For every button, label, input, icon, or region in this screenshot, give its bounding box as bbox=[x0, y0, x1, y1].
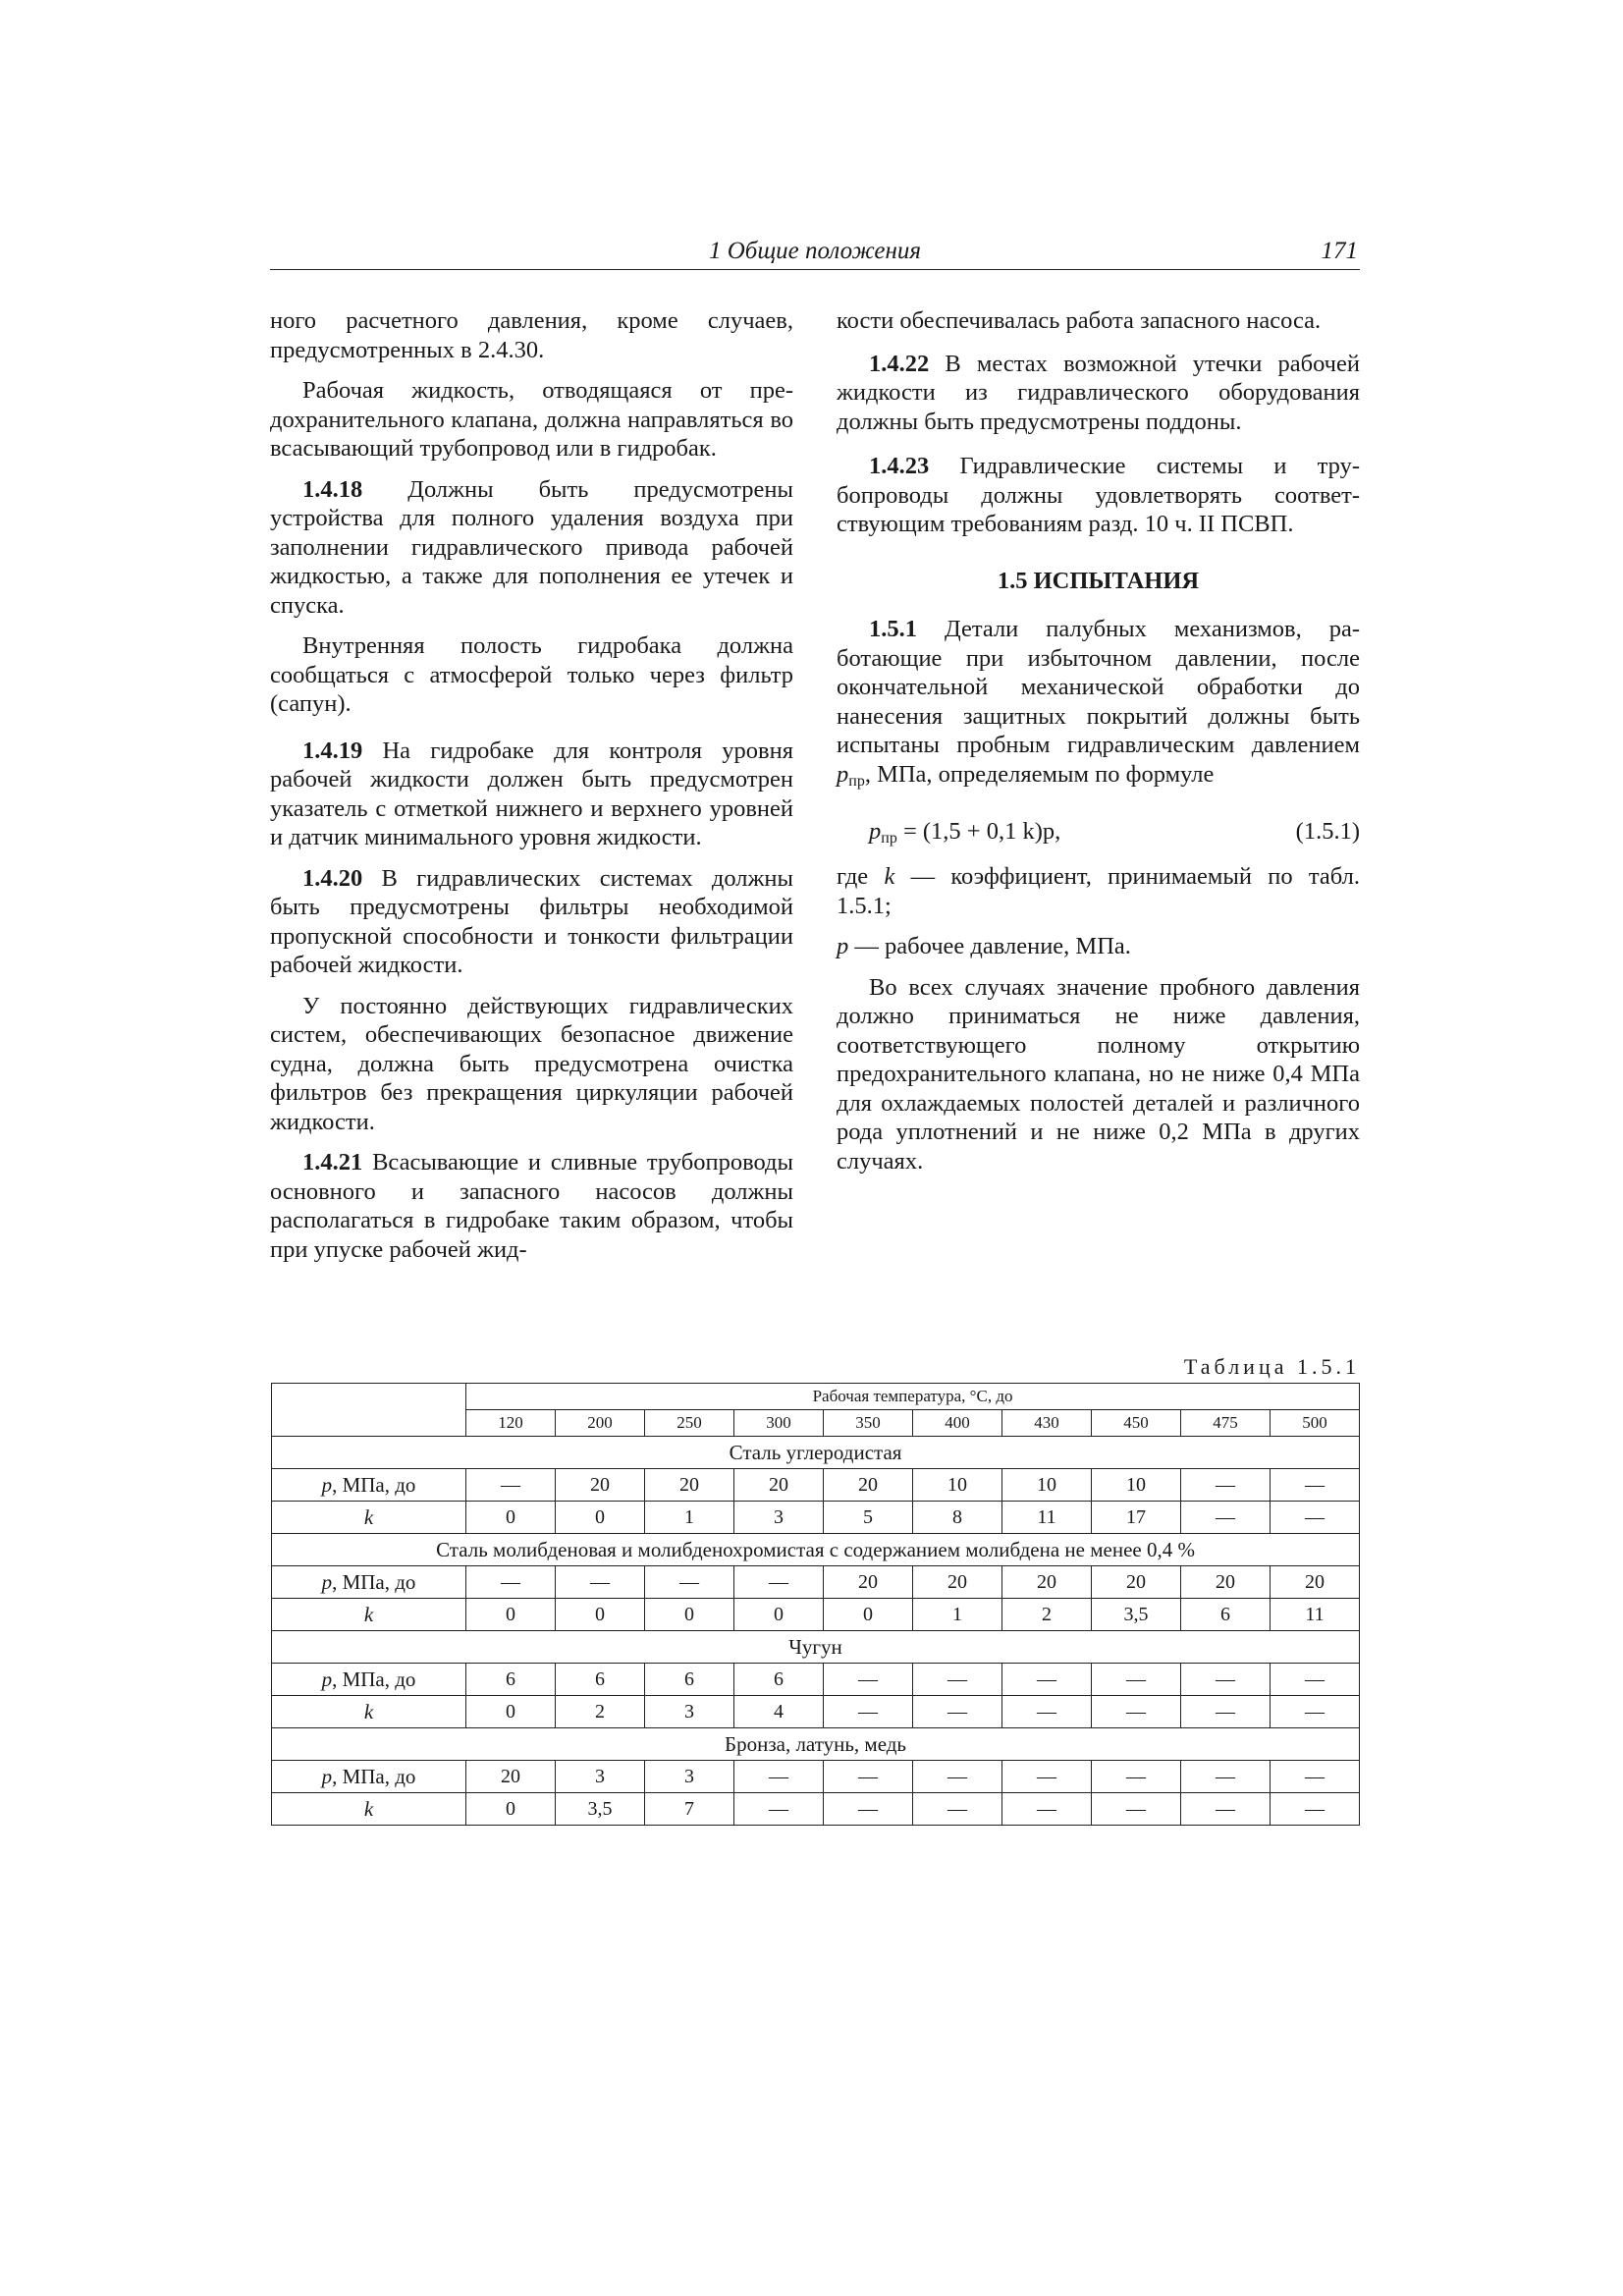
coefficient-cell: — bbox=[1271, 1696, 1360, 1728]
coefficient-cell: 0 bbox=[645, 1599, 734, 1631]
pressure-cell: 20 bbox=[645, 1469, 734, 1502]
table-group-row bbox=[272, 1534, 1360, 1566]
coefficient-cell: 6 bbox=[1181, 1599, 1271, 1631]
pressure-cell: 20 bbox=[824, 1566, 913, 1599]
row-label-pressure: p, МПа, до bbox=[272, 1469, 466, 1502]
pressure-cell: 20 bbox=[1092, 1566, 1181, 1599]
coefficient-cell: 1 bbox=[645, 1502, 734, 1534]
pressure-cell: 3 bbox=[645, 1761, 734, 1793]
temperature-cell: 475 bbox=[1181, 1410, 1271, 1437]
pressure-cell: 20 bbox=[1002, 1566, 1092, 1599]
coefficient-cell: 11 bbox=[1271, 1599, 1360, 1631]
pressure-cell: — bbox=[1181, 1469, 1271, 1502]
temperature-cell: 430 bbox=[1002, 1410, 1092, 1437]
pressure-cell: 20 bbox=[734, 1469, 824, 1502]
coefficient-cell: 11 bbox=[1002, 1502, 1092, 1534]
temperature-cell: 350 bbox=[824, 1410, 913, 1437]
pressure-cell: — bbox=[645, 1566, 734, 1599]
table-row bbox=[272, 1664, 1360, 1696]
coefficient-cell: 3 bbox=[645, 1696, 734, 1728]
page-number: 171 bbox=[1321, 238, 1358, 264]
section-title: 1 Общие положения bbox=[708, 238, 922, 264]
temperature-cell: 250 bbox=[645, 1410, 734, 1437]
table-row bbox=[272, 1599, 1360, 1631]
row-label-k: k bbox=[272, 1696, 466, 1728]
coefficient-cell: 3 bbox=[734, 1502, 824, 1534]
table-row bbox=[272, 1696, 1360, 1728]
row-label-pressure: p, МПа, до bbox=[272, 1566, 466, 1599]
coefficient-cell: — bbox=[734, 1793, 824, 1826]
coefficient-cell: 7 bbox=[645, 1793, 734, 1826]
pressure-cell: — bbox=[556, 1566, 645, 1599]
coefficient-cell: 0 bbox=[824, 1599, 913, 1631]
table-row bbox=[272, 1793, 1360, 1826]
left-column bbox=[270, 306, 793, 1276]
paragraph: 1.5.1 Детали палубных механизмов, работающие при избыточном давлении, после окончательной механической обработки до нанесения защитных покрытий должны быть испытаны пробным гидравлическим давлением $p_{пр}$, МПа, определяемым по формуле bbox=[837, 616, 1360, 790]
coefficient-cell: — bbox=[824, 1793, 913, 1826]
clause-number: 1.4.18 bbox=[302, 475, 363, 503]
material-group-title: Сталь молибденовая и молибденохромистая с содержанием молибдена не менее 0,4 % bbox=[272, 1534, 1360, 1566]
paragraph: 1.4.22 В местах возможной утечки рабочей жидкости из гидравлического оборудования должны быть предусмотрены поддоны. bbox=[837, 350, 1360, 435]
coefficient-cell: — bbox=[1002, 1793, 1092, 1826]
paragraph: 1.4.21 Всасывающие и сливные трубопроводы основного и запасного насосов должны располагаться в гидробаке таким образом, чтобы при упуске рабочей жид- bbox=[270, 1149, 793, 1263]
coefficient-cell: 0 bbox=[556, 1599, 645, 1631]
pressure-cell: 20 bbox=[466, 1761, 556, 1793]
paragraph: 1.4.18 Должны быть предусмотрены устройства для полного удаления воздуха при заполнении гидравлического привода рабочей жидкостью, а также для пополнения ее утечек и спуска. bbox=[270, 475, 793, 619]
pressure-cell: — bbox=[824, 1761, 913, 1793]
pressure-cell: 20 bbox=[913, 1566, 1002, 1599]
pressure-cell: 3 bbox=[556, 1761, 645, 1793]
pressure-cell: — bbox=[1002, 1664, 1092, 1696]
pressure-cell: 6 bbox=[466, 1664, 556, 1696]
pressure-cell: 10 bbox=[1092, 1469, 1181, 1502]
paragraph: 1.4.23 Гидравлические системы и трубопроводы должны удовлетворять соответствующим требованиям разд. 10 ч. II ПСВП. bbox=[837, 453, 1360, 537]
paragraph: кости обеспечивалась работа запасного насоса. bbox=[837, 307, 1322, 334]
coefficient-cell: — bbox=[1271, 1793, 1360, 1826]
pressure-cell: — bbox=[1181, 1664, 1271, 1696]
clause-number: 1.4.22 bbox=[869, 350, 930, 377]
coefficient-cell: 0 bbox=[466, 1793, 556, 1826]
paragraph: 1.4.20 В гидравлических системах должны быть предусмотрены фильтры необходимой пропускной способности и тонкости фильтрации рабочей жидкости. bbox=[270, 864, 793, 978]
coefficient-cell: — bbox=[824, 1696, 913, 1728]
coefficient-cell: 17 bbox=[1092, 1502, 1181, 1534]
pressure-cell: — bbox=[1181, 1761, 1271, 1793]
pressure-cell: 10 bbox=[1002, 1469, 1092, 1502]
table-group-row bbox=[272, 1728, 1360, 1761]
coefficient-cell: 1 bbox=[913, 1599, 1002, 1631]
row-label-k: k bbox=[272, 1502, 466, 1534]
pressure-cell: 6 bbox=[734, 1664, 824, 1696]
row-label-pressure: p, МПа, до bbox=[272, 1664, 466, 1696]
temperature-cell: 500 bbox=[1271, 1410, 1360, 1437]
table-row bbox=[272, 1566, 1360, 1599]
coefficient-cell: — bbox=[1092, 1696, 1181, 1728]
pressure-cell: 20 bbox=[1181, 1566, 1271, 1599]
pressure-cell: 6 bbox=[645, 1664, 734, 1696]
page-header bbox=[270, 236, 1360, 270]
section-heading: 1.5 ИСПЫТАНИЯ bbox=[997, 567, 1200, 594]
pressure-cell: — bbox=[1092, 1761, 1181, 1793]
pressure-cell: — bbox=[913, 1664, 1002, 1696]
table-row bbox=[272, 1469, 1360, 1502]
table-caption: Таблица 1.5.1 bbox=[1183, 1354, 1360, 1379]
pressure-cell: — bbox=[466, 1566, 556, 1599]
pressure-cell: — bbox=[734, 1761, 824, 1793]
pressure-cell: 20 bbox=[1271, 1566, 1360, 1599]
paragraph: Рабочая жидкость, отводящаяся от предохранительного клапана, должна направляться во всасывающий трубопровод или в гидробак. bbox=[270, 377, 793, 462]
coefficient-cell: 2 bbox=[556, 1696, 645, 1728]
coefficient-cell: — bbox=[1092, 1793, 1181, 1826]
formula-number: (1.5.1) bbox=[1295, 818, 1360, 845]
pressure-cell: — bbox=[1271, 1469, 1360, 1502]
material-group-title: Чугун bbox=[272, 1631, 1360, 1664]
coefficient-cell: 4 bbox=[734, 1696, 824, 1728]
material-group-title: Сталь углеродистая bbox=[272, 1437, 1360, 1469]
coefficient-cell: 0 bbox=[466, 1599, 556, 1631]
paragraph: где k — коэффициент, принимаемый по табл. 1.5.1; bbox=[837, 863, 1360, 919]
clause-number: 1.4.20 bbox=[302, 864, 363, 892]
test-pressure-table bbox=[271, 1383, 1360, 1826]
clause-number: 1.4.21 bbox=[302, 1149, 363, 1175]
table-row bbox=[272, 1502, 1360, 1534]
paragraph: ного расчетного давления, кроме случаев, предусмотренных в 2.4.30. bbox=[270, 307, 793, 363]
coefficient-cell: 8 bbox=[913, 1502, 1002, 1534]
pressure-cell: 20 bbox=[824, 1469, 913, 1502]
material-group-title: Бронза, латунь, медь bbox=[272, 1728, 1360, 1761]
pressure-cell: — bbox=[1092, 1664, 1181, 1696]
clause-number: 1.5.1 bbox=[869, 616, 917, 642]
table-body bbox=[272, 1384, 1360, 1826]
coefficient-cell: 3,5 bbox=[1092, 1599, 1181, 1631]
pressure-cell: — bbox=[466, 1469, 556, 1502]
temperature-cell: 200 bbox=[556, 1410, 645, 1437]
temperature-cell: 400 bbox=[913, 1410, 1002, 1437]
temperature-cell: 450 bbox=[1092, 1410, 1181, 1437]
paragraph: Внутренняя полость гидробака должна сообщаться с атмосферой только через фильтр (сапун). bbox=[270, 632, 793, 717]
coefficient-cell: 5 bbox=[824, 1502, 913, 1534]
coefficient-cell: — bbox=[1271, 1502, 1360, 1534]
pressure-cell: — bbox=[1002, 1761, 1092, 1793]
formula bbox=[837, 817, 1360, 847]
paragraph: 1.4.19 На гидробаке для контроля уровня рабочей жидкости должен быть предусмотрен указатель с отметкой нижнего и верхнего уровней и датчик минимального уровня жидкости. bbox=[270, 737, 793, 850]
table-group-row bbox=[272, 1437, 1360, 1469]
table-corner-cell bbox=[272, 1384, 466, 1437]
table-row bbox=[272, 1761, 1360, 1793]
clause-number: 1.4.19 bbox=[302, 737, 363, 764]
paragraph: p — рабочее давление, МПа. bbox=[837, 933, 1131, 959]
coefficient-cell: — bbox=[1181, 1793, 1271, 1826]
pressure-cell: — bbox=[913, 1761, 1002, 1793]
coefficient-cell: — bbox=[913, 1696, 1002, 1728]
clause-number: 1.4.23 bbox=[869, 453, 930, 479]
table-group-row bbox=[272, 1631, 1360, 1664]
pressure-cell: 6 bbox=[556, 1664, 645, 1696]
row-label-k: k bbox=[272, 1599, 466, 1631]
pressure-cell: — bbox=[824, 1664, 913, 1696]
row-label-pressure: p, МПа, до bbox=[272, 1761, 466, 1793]
coefficient-cell: — bbox=[913, 1793, 1002, 1826]
formula-expression: $p_{пр} = (1,5 + 0,1$ k)p, bbox=[869, 818, 1061, 847]
paragraph: Во всех случаях значение пробного давления должно приниматься не ниже давления, соответствующего полному открытию предохранительного клапана, но не ниже 0,4 МПа для охлаждаемых полостей деталей и различного рода уплотнений и не ниже 0,2 МПа в других случаях. bbox=[837, 973, 1360, 1175]
pressure-cell: — bbox=[1271, 1761, 1360, 1793]
coefficient-cell: — bbox=[1181, 1696, 1271, 1728]
row-label-k: k bbox=[272, 1793, 466, 1826]
pressure-cell: — bbox=[734, 1566, 824, 1599]
table-header-row bbox=[272, 1384, 1360, 1410]
coefficient-cell: — bbox=[1181, 1502, 1271, 1534]
temperature-cell: 300 bbox=[734, 1410, 824, 1437]
coefficient-cell: 2 bbox=[1002, 1599, 1092, 1631]
table-header-cell: Рабочая температура, °С, до bbox=[466, 1384, 1360, 1410]
right-column bbox=[837, 306, 1360, 1187]
coefficient-cell: 0 bbox=[466, 1502, 556, 1534]
coefficient-cell: 0 bbox=[466, 1696, 556, 1728]
coefficient-cell: — bbox=[1002, 1696, 1092, 1728]
temperature-cell: 120 bbox=[466, 1410, 556, 1437]
coefficient-cell: 0 bbox=[734, 1599, 824, 1631]
pressure-cell: 10 bbox=[913, 1469, 1002, 1502]
paragraph: У постоянно действующих гидравлических систем, обеспечивающих безопасное движение судна, должна быть предусмотрена очистка фильтров без прекращения циркуляции рабочей жидкости. bbox=[270, 992, 793, 1135]
pressure-cell: 20 bbox=[556, 1469, 645, 1502]
coefficient-cell: 3,5 bbox=[556, 1793, 645, 1826]
pressure-cell: — bbox=[1271, 1664, 1360, 1696]
coefficient-cell: 0 bbox=[556, 1502, 645, 1534]
